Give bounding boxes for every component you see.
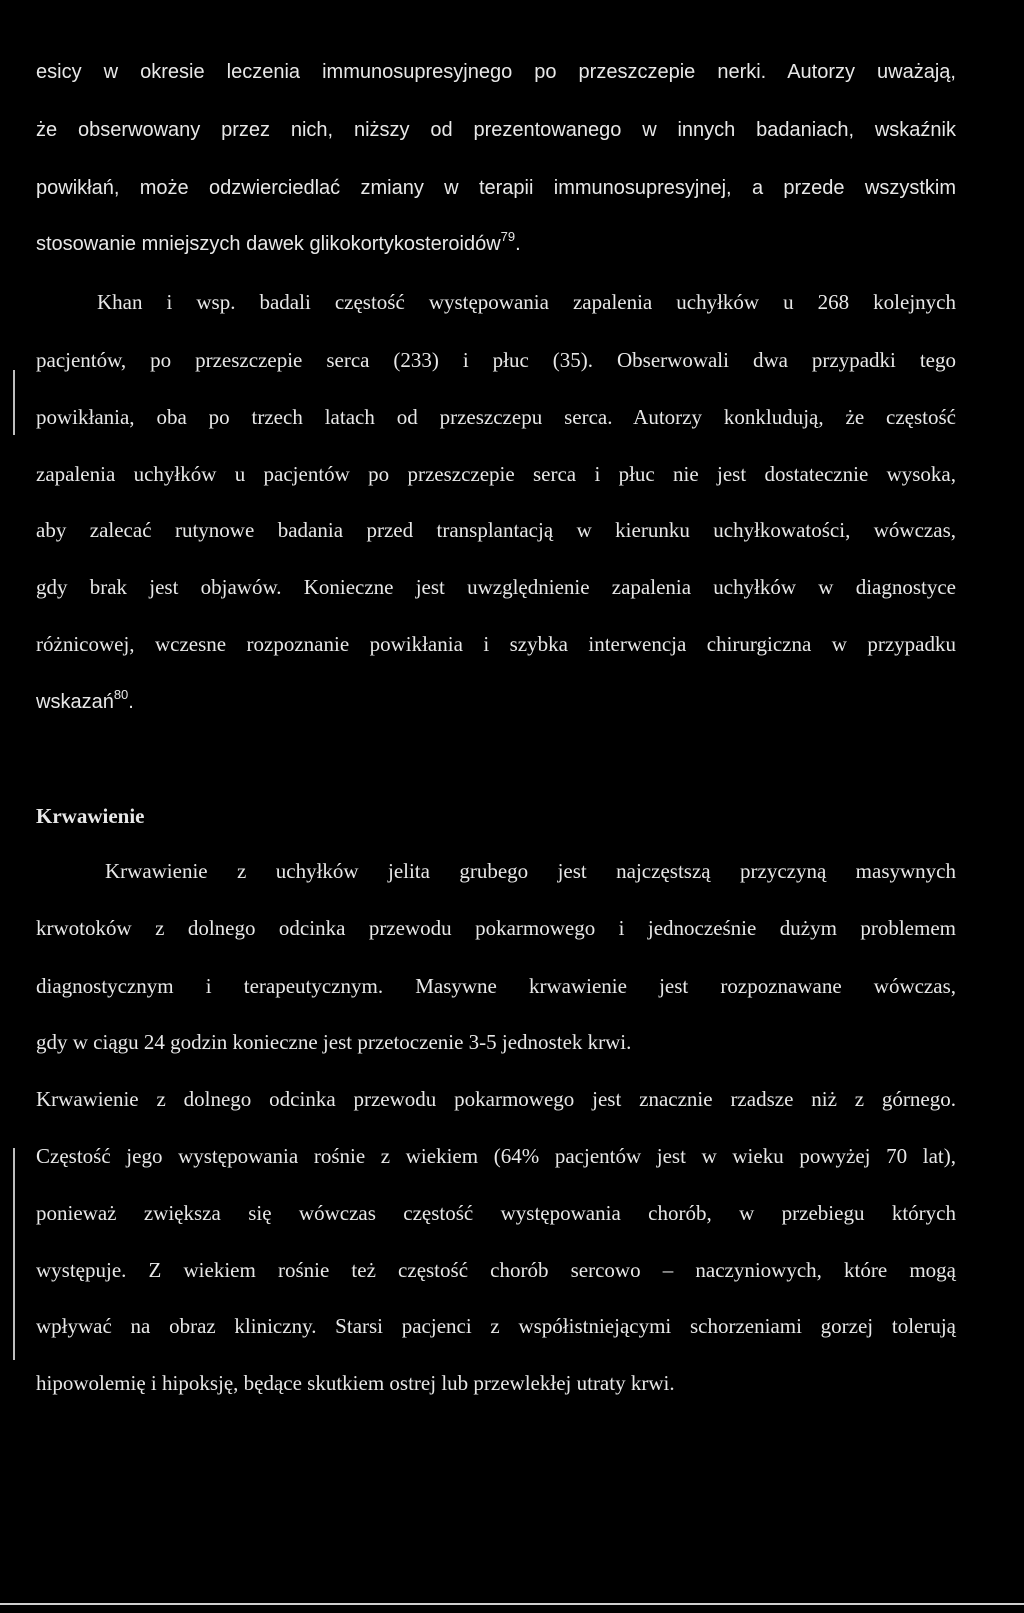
footnote-ref: 80	[113, 687, 129, 702]
footnote-ref: 79	[500, 229, 516, 244]
text-line: zapalenia uchyłków u pacjentów po przeszczepie serca i płuc nie jest dostatecznie wysoka,	[36, 462, 956, 486]
text-line: Krwawienie z uchyłków jelita grubego jest najczęstszą przyczyną masywnych	[105, 859, 956, 883]
text-fragment: .	[128, 691, 134, 713]
text-line: pacjentów, po przeszczepie serca (233) i płuc (35). Obserwowali dwa przypadki tego	[36, 348, 956, 372]
text-line: że obserwowany przez nich, niższy od prezentowanego w innych badaniach, wskaźnik	[36, 119, 956, 141]
page-bottom-rule	[0, 1603, 1024, 1605]
text-line: różnicowej, wczesne rozpoznanie powikłania i szybka interwencja chirurgiczna w przypadku	[36, 632, 956, 656]
text-line: występuje. Z wiekiem rośnie też częstość chorób sercowo – naczyniowych, które mogą	[36, 1258, 956, 1282]
text-line: Częstość jego występowania rośnie z wiekiem (64% pacjentów jest w wieku powyżej 70 lat),	[36, 1144, 956, 1168]
margin-scan-bar	[13, 1148, 15, 1360]
text-line: krwotoków z dolnego odcinka przewodu pokarmowego i jednocześnie dużym problemem	[36, 916, 956, 940]
text-line	[36, 688, 956, 716]
text-line: Khan i wsp. badali częstość występowania zapalenia uchyłków u 268 kolejnych	[97, 290, 956, 314]
text-line: gdy w ciągu 24 godzin konieczne jest przetoczenie 3-5 jednostek krwi.	[36, 1030, 632, 1054]
text-line: diagnostycznym i terapeutycznym. Masywne krwawienie jest rozpoznawane wówczas,	[36, 974, 956, 998]
text-line: powikłania, oba po trzech latach od przeszczepu serca. Autorzy konkludują, że częstość	[36, 405, 956, 429]
text-line: esicy w okresie leczenia immunosupresyjnego po przeszczepie nerki. Autorzy uważają,	[36, 61, 956, 83]
text-line: wpływać na obraz kliniczny. Starsi pacjenci z współistniejącymi schorzeniami gorzej tolerują	[36, 1314, 956, 1338]
text-line: powikłań, może odzwierciedlać zmiany w terapii immunosupresyjnej, a przede wszystkim	[36, 177, 956, 199]
text-fragment: wskazań	[36, 691, 114, 713]
text-line: Krwawienie z dolnego odcinka przewodu pokarmowego jest znacznie rzadsze niż z górnego.	[36, 1087, 956, 1111]
text-line: aby zalecać rutynowe badania przed transplantacją w kierunku uchyłkowatości, wówczas,	[36, 518, 956, 542]
text-line	[36, 230, 956, 258]
text-line: hipowolemię i hipoksję, będące skutkiem ostrej lub przewlekłej utraty krwi.	[36, 1371, 675, 1395]
text-line: gdy brak jest objawów. Konieczne jest uwzględnienie zapalenia uchyłków w diagnostyce	[36, 575, 956, 599]
margin-scan-bar	[13, 370, 15, 435]
text-line: ponieważ zwiększa się wówczas częstość występowania chorób, w przebiegu których	[36, 1201, 956, 1225]
text-fragment: stosowanie mniejszych dawek glikokortykosteroidów	[36, 233, 501, 255]
text-fragment: .	[515, 233, 521, 255]
section-heading: Krwawienie	[36, 804, 145, 828]
